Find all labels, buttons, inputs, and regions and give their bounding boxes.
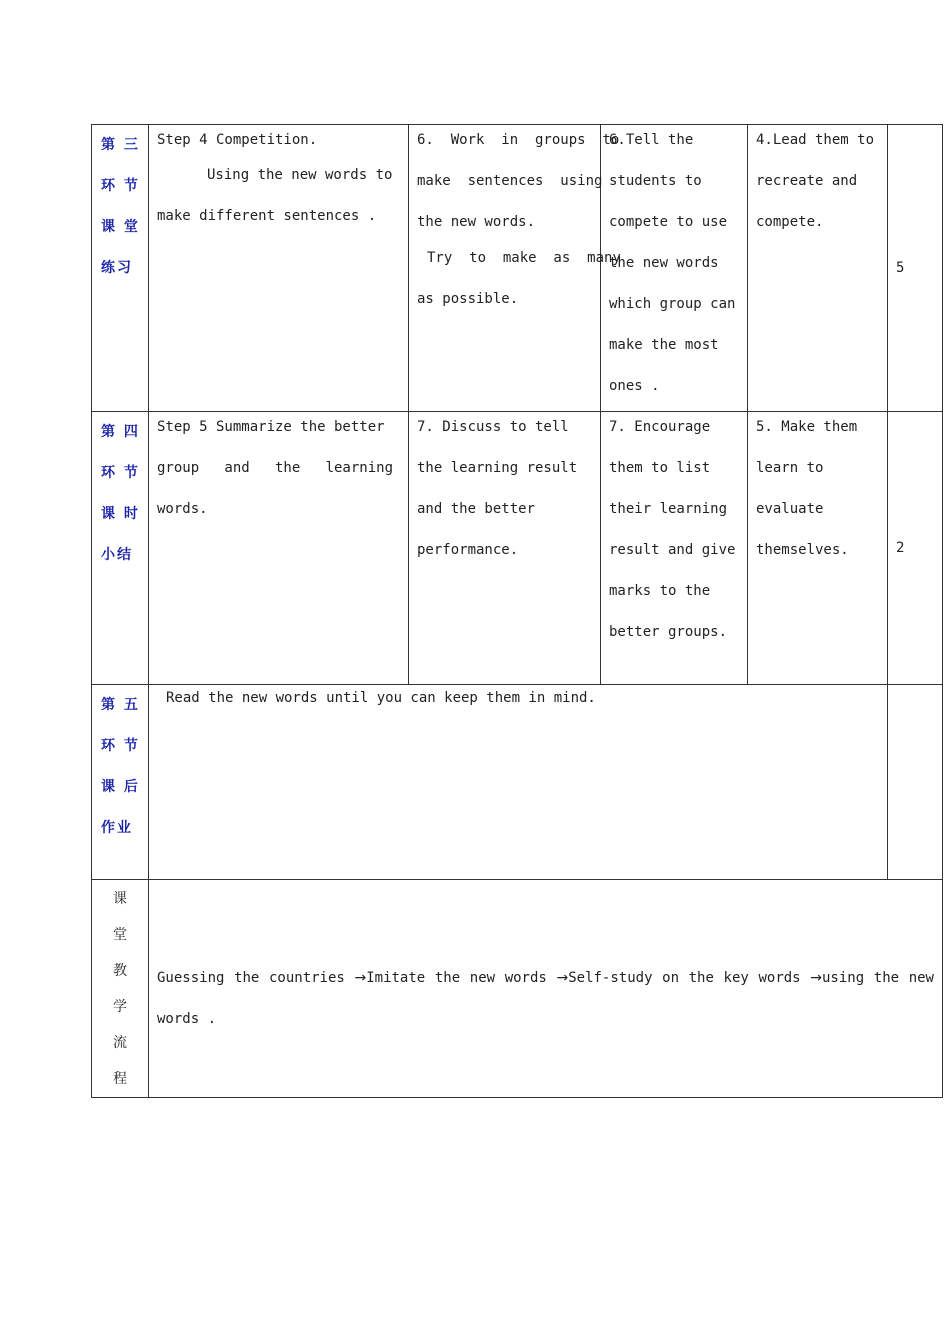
student-activity-cell: 6. Work in groups to make sentences using the new words. Try to make as many as possible.: [409, 125, 601, 412]
purpose-cell: 5. Make them learn to evaluate themselves.: [748, 412, 888, 685]
table-row: [92, 880, 943, 1098]
table-row: [92, 685, 943, 880]
stage-label: 第 四 环 节 课 时 小结: [92, 412, 149, 685]
time-cell: 2: [888, 412, 943, 685]
table-row: [92, 412, 943, 685]
content-cell: Step 4 Competition. Using the new words to make different sentences .: [149, 125, 409, 412]
stage-label: 第 三 环 节 课 堂 练习: [92, 125, 149, 412]
arrow-icon: →: [810, 969, 822, 986]
time-cell: 5: [888, 125, 943, 412]
purpose-cell: 4.Lead them to recreate and compete.: [748, 125, 888, 412]
arrow-icon: →: [556, 969, 569, 986]
teacher-activity-cell: 6.Tell the students to compete to use the new words which group can make the most ones .: [601, 125, 748, 412]
content-cell: Step 5 Summarize the better group and the learning words.: [149, 412, 409, 685]
arrow-icon: →: [354, 969, 367, 986]
homework-cell: Read the new words until you can keep them in mind.: [149, 685, 888, 880]
student-activity-cell: 7. Discuss to tell the learning result and the better performance.: [409, 412, 601, 685]
time-cell: [888, 685, 943, 880]
teacher-activity-cell: 7. Encourage them to list their learning result and give marks to the better groups.: [601, 412, 748, 685]
lesson-plan-table: [91, 124, 943, 1098]
table-row: [92, 125, 943, 412]
flow-label: 课 堂 教 学 流 程: [92, 880, 149, 1098]
stage-label: 第 五 环 节 课 后 作业: [92, 685, 149, 880]
flow-text: Guessing the countries →Imitate the new words →Self-study on the key words →using the new words .: [157, 969, 934, 1027]
flow-cell: [149, 880, 943, 1098]
